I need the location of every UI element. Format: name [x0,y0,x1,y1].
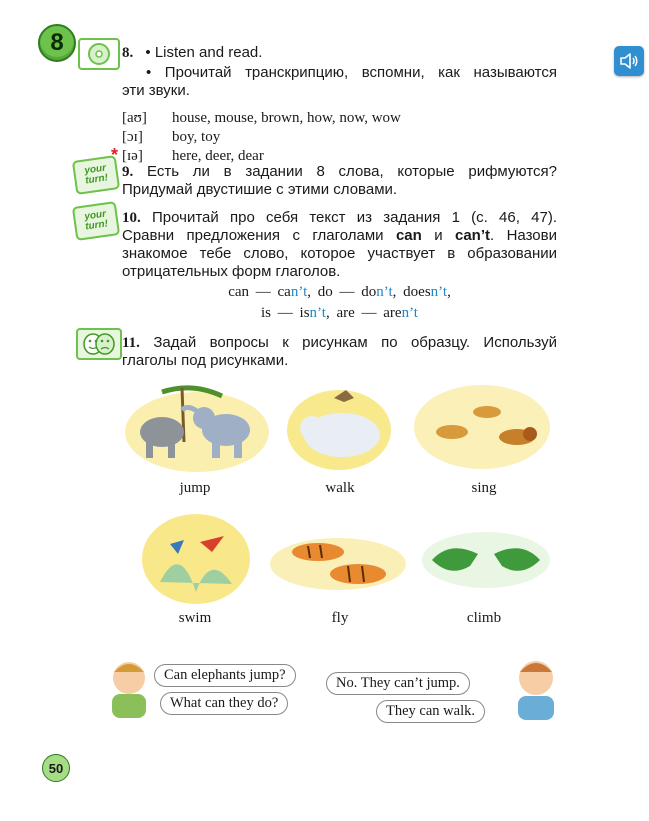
verb-form: ca [277,284,291,300]
exercise-10-line4: отрицательных форм глаголов. [122,263,341,280]
transcription-row [122,110,557,127]
exercise-8-instruction-en: • Listen and read. [145,44,263,61]
page-number: 50 [48,760,64,776]
unit-number: 8 [50,29,64,56]
keyword-can: can [395,227,422,244]
verb-form: , [447,284,451,300]
speaker-button[interactable] [614,46,644,76]
unit-number-badge [38,24,76,62]
verb-form: , are — are [325,305,402,321]
your-turn-label: your turn! [83,208,109,233]
transcription-table [122,110,557,165]
picture-caption: jump [179,480,211,496]
verb-form: is — is [261,305,310,321]
cd-disc-icon [87,42,111,66]
boy-left-avatar [106,654,152,718]
exercise-10-text: Прочитай про себя текст из задания 1 (с. 46, 47). [152,209,557,226]
star-icon: * [111,145,119,165]
drama-masks-icon [76,328,122,360]
question-text: What can they do? [170,695,279,711]
exercise-9-number: 9. [122,164,134,180]
crocodiles-picture [420,530,552,590]
verb-form: — [249,284,278,300]
negative-ending: n’t [401,305,418,321]
rhyme-words: boy, toy [172,129,221,145]
question-bubble [154,664,296,687]
picture-caption: sing [471,480,497,496]
exercise-10-line1 [122,209,557,227]
exercise-10 [122,209,557,281]
answer-bubble [326,672,470,695]
exercise-11 [122,334,557,370]
elephants-picture [122,382,272,474]
boy-right-avatar [512,652,560,720]
picture-caption: climb [466,610,502,626]
question-text: Can elephants jump? [164,667,286,683]
negative-ending: n’t [309,305,326,321]
exercise-8-line1 [122,44,557,62]
rhyme-words: here, deer, dear [172,148,264,164]
exercise-11-text: Задай вопросы к рисункам по образцу. Используй [153,334,557,351]
exercise-8-instruction-ru-cont: эти звуки. [122,82,190,99]
lions-picture [412,382,552,472]
verb-form: , does [392,284,431,300]
negative-ending: n’t [376,284,393,300]
your-turn-label: your turn! [83,162,109,187]
exercise-10-number: 10. [122,210,141,226]
bird-on-bear-picture [284,380,394,472]
keyword-cant: can’t [455,227,491,244]
rhyme-words: house, mouse, brown, how, now, wow [172,110,401,126]
verb-forms-line1 [122,284,557,301]
picture-caption: swim [178,610,212,626]
exercise-10-text: Сравни предложения с глаголами [122,227,396,244]
negative-ending: n’t [290,284,308,300]
exercise-10-line3: знакомое тебе слово, которое участвует в образовании [122,245,557,262]
parrots-picture [140,512,252,606]
page-number-badge [42,754,70,782]
verb-forms-line2 [122,305,557,322]
tigers-picture [268,530,408,594]
answer-bubble [376,700,485,723]
verb-form: do [361,284,377,300]
exercise-8-number: 8. [122,45,134,61]
exercise-9-text: Есть ли в задании 8 слова, которые рифмуются? [147,163,557,180]
exercise-8 [122,44,557,165]
phonetic-symbol: [ɪə] [122,148,143,164]
your-turn-icon [72,201,120,241]
exercise-10-text: . Назови [490,227,557,244]
exercise-11-line2: глаголы под рисунками. [122,352,289,369]
transcription-row [122,129,557,146]
phonetic-symbol: [aʊ] [122,110,147,126]
exercise-11-number: 11. [122,335,140,351]
exercise-10-text: и [421,227,455,244]
exercise-10-line2 [122,227,557,245]
exercise-9 [122,163,557,199]
phonetic-symbol: [ɔɪ] [122,129,143,145]
question-bubble [160,692,288,715]
cd-audio-icon[interactable] [78,38,120,70]
negative-ending: n’t [430,284,448,300]
picture-caption: fly [331,610,349,626]
verb-form: , do — [307,284,362,300]
picture-caption: walk [325,480,355,496]
speaker-icon [619,52,639,70]
exercise-9-line2: Придумай двустишие с этими словами. [122,181,398,198]
exercise-11-line1 [122,334,557,352]
answer-text: No. They can’t jump. [336,675,460,691]
verb-form: can [228,284,250,300]
exercise-8-instruction-ru: • Прочитай транскрипцию, вспомни, как называются [146,64,557,81]
answer-text: They can walk. [386,703,475,719]
exercise-9-line1 [122,163,557,181]
masks-graphic [81,333,117,355]
